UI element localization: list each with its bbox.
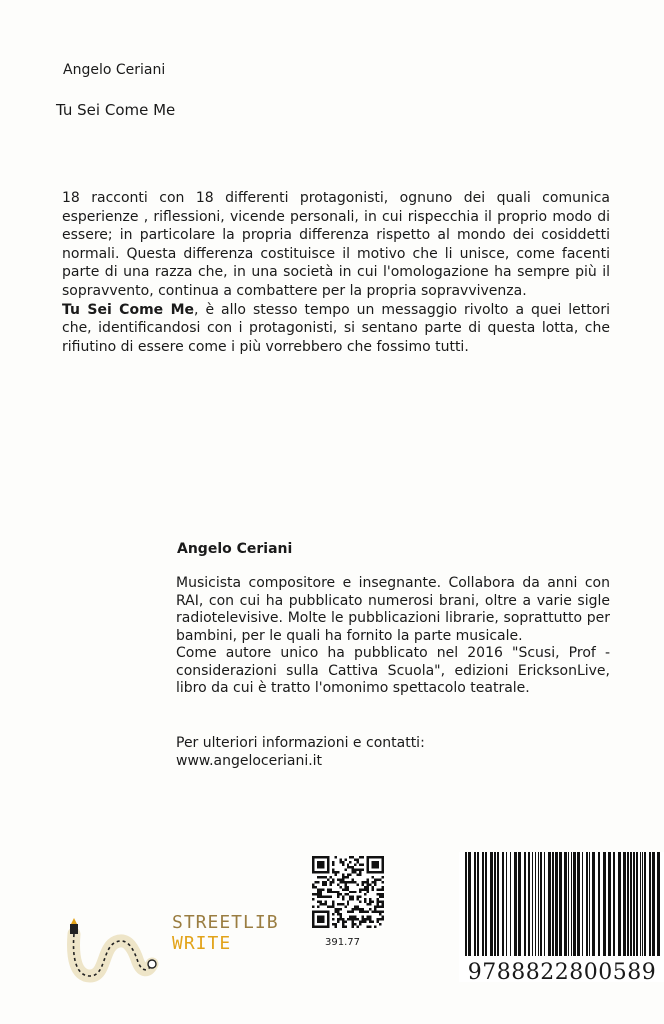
author-bio xyxy=(176,575,610,698)
publisher-sub: WRITE xyxy=(172,933,232,954)
bio-paragraph-1: Musicista compositore e insegnante. Collabora da anni con RAI, con cui ha pubblicato numerosi brani, oltre a varie sigle radiotelevisive. Molte le pubblicazioni librarie, soprattutto per bambini, per le quali ha fornito la parte musicale. xyxy=(176,575,610,644)
blurb-title-bold: Tu Sei Come Me xyxy=(62,301,194,318)
price-code: 391.77 xyxy=(325,937,360,948)
blurb-paragraph-2-text: , è allo stesso tempo un messaggio rivolto a quei lettori che, identificandosi con i protagonisti, si sentano parte di questa lotta, che rifiutino di essere come i più vorrebbero che fossimo tutti. xyxy=(62,301,610,355)
bio-author-name: Angelo Ceriani xyxy=(177,541,293,557)
cover-title: Tu Sei Come Me xyxy=(56,101,176,119)
contact-website: www.angeloceriani.it xyxy=(176,752,323,769)
qr-code-icon xyxy=(312,856,384,928)
publisher-brand xyxy=(172,912,279,954)
cover-author: Angelo Ceriani xyxy=(63,62,166,78)
bio-paragraph-2: Come autore unico ha pubblicato nel 2016 "Scusi, Prof - considerazioni sulla Cattiva Scuola", edizioni EricksonLive, libro da cui è tratto l'omonimo spettacolo teatrale. xyxy=(176,645,610,696)
contact-info xyxy=(176,735,425,770)
streetlib-logo-icon xyxy=(62,918,162,984)
contact-label: Per ulteriori informazioni e contatti: xyxy=(176,735,425,751)
blurb-paragraph-1: 18 racconti con 18 differenti protagonisti, ognuno dei quali comunica esperienze , riflessioni, vicende personali, in cui rispecchia il proprio modo di essere; in particolare la propria differenza rispetto al mondo dei cosiddetti normali. Questa differenza costituisce il motivo che li unisce, come facenti parte di una razza che, in una società in cui l'omologazione ha sempre più il sopravvento, continua a combattere per la propria sopravvivenza. xyxy=(62,190,610,299)
book-blurb xyxy=(62,189,610,356)
publisher-name: STREETLIB xyxy=(172,912,279,933)
isbn-number: 9788822800589 xyxy=(467,960,657,985)
blurb-paragraph-2 xyxy=(62,301,610,357)
